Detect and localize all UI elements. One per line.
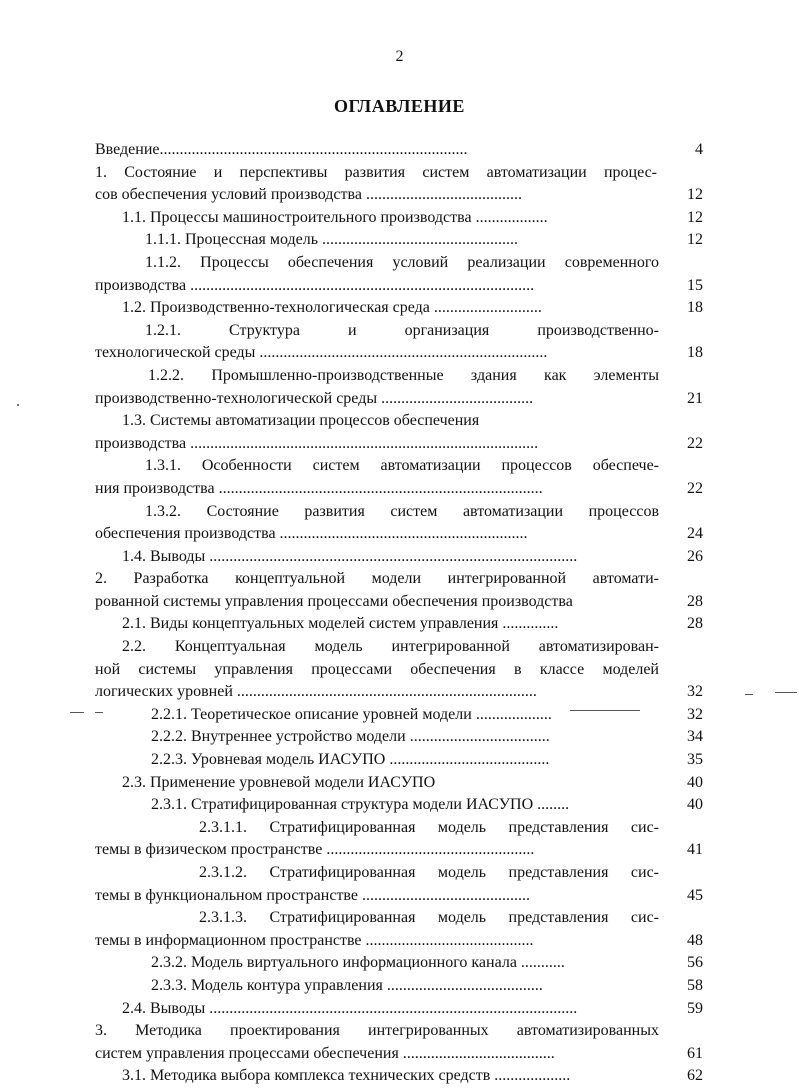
toc-entry xyxy=(95,659,715,682)
toc-entry xyxy=(95,297,715,320)
toc-entry-text: производственно-технологической среды ...................................... xyxy=(95,389,534,407)
toc-entry-page: 61 xyxy=(687,1044,703,1062)
toc-entry-page: 34 xyxy=(687,728,703,746)
toc-entry-text: темы в физическом пространстве .................................................... xyxy=(95,841,535,859)
toc-entry-page: 12 xyxy=(687,208,703,226)
toc-entry xyxy=(95,952,715,975)
toc-entry-text: 2.2.3. Уровневая модель ИАСУПО ........................................ xyxy=(151,751,550,769)
toc-entry-text: 2.4. Выводы ............................................................................................ xyxy=(122,999,578,1017)
toc-entry-text: 2. Разработка концептуальной модели интегрированной автомати- xyxy=(95,570,659,588)
scan-artifact xyxy=(70,712,84,713)
scan-artifact xyxy=(95,712,103,713)
page-title: ОГЛАВЛЕНИЕ xyxy=(334,96,465,116)
toc-entry-text: 1.4. Выводы ............................................................................................ xyxy=(122,547,578,565)
toc-entry-text: 1.1. Процессы машиностроительного производства .................. xyxy=(122,208,548,226)
page-number: 2 xyxy=(395,48,404,65)
toc-entry-text: 1.3.2. Состояние развития систем автоматизации процессов xyxy=(145,502,659,520)
toc-entry-text: 2.2. Концептуальная модель интегрированной автоматизирован- xyxy=(122,638,659,656)
toc-entry-text: 2.3.1.2. Стратифицированная модель представления сис- xyxy=(199,864,659,881)
toc-entry-page: 4 xyxy=(695,141,703,158)
toc-entry-text: 2.3.2. Модель виртуального информационного канала ........... xyxy=(151,954,565,972)
toc-entry-text: технологической среды ........................................................................ xyxy=(95,344,548,362)
toc-entry-page: 21 xyxy=(687,389,703,407)
toc-entry-page: 24 xyxy=(687,525,703,543)
toc-entry-page: 40 xyxy=(687,796,703,814)
toc-entry xyxy=(95,523,715,546)
toc-entry-text: 1. Состояние и перспективы развития систем автоматизации процес- xyxy=(95,163,657,181)
toc-entry-page: 32 xyxy=(687,705,703,723)
toc-entry xyxy=(95,275,715,298)
toc-entry xyxy=(95,207,715,230)
toc-entry-text: сов обеспечения условий производства ....................................... xyxy=(95,186,522,204)
toc-entry xyxy=(95,613,715,636)
toc-entry-text: темы в информационном пространстве .......................................... xyxy=(95,931,534,949)
toc-entry-text: 2.2.1. Теоретическое описание уровней модели ................... xyxy=(151,705,552,723)
toc-entry xyxy=(95,501,715,524)
toc-entry-text: 1.3.1. Особенности систем автоматизации процессов обеспече- xyxy=(145,457,659,475)
toc-entry xyxy=(95,546,715,569)
toc-entry-page: 18 xyxy=(687,299,703,317)
toc-entry xyxy=(95,410,715,433)
toc-entry xyxy=(95,772,715,795)
toc-entry-page: 28 xyxy=(687,592,703,610)
toc-entry-text: систем управления процессами обеспечения ...................................... xyxy=(95,1044,555,1062)
scan-speck xyxy=(17,404,19,406)
toc-entry-text: логических уровней ........................................................................... xyxy=(95,683,537,701)
toc-entry xyxy=(95,139,715,162)
toc-entry xyxy=(95,794,715,817)
toc-entry xyxy=(95,1020,715,1043)
toc-entry xyxy=(95,342,715,365)
scan-artifact xyxy=(775,692,797,693)
toc-entry-text: ной системы управления процессами обеспечения в классе моделей xyxy=(95,660,659,678)
toc-entry xyxy=(95,885,715,908)
toc-entry-text: темы в функциональном пространстве .......................................... xyxy=(95,886,530,904)
scan-artifact xyxy=(745,694,753,695)
toc-entry-page: 41 xyxy=(687,841,703,859)
toc-entry-text: 2.3.1.3. Стратифицированная модель представления сис- xyxy=(199,909,659,927)
toc-entry-page: 40 xyxy=(687,773,703,791)
toc-entry xyxy=(95,1065,715,1088)
toc-entry-text: 1.2. Производственно-технологическая среда ........................... xyxy=(122,299,542,317)
toc-entry-text: 2.3.1.1. Стратифицированная модель представления сис- xyxy=(199,818,659,836)
toc-entry-page: 32 xyxy=(687,683,703,701)
toc-entry xyxy=(95,252,715,275)
toc-entry-page: 56 xyxy=(687,954,703,972)
toc-entry xyxy=(95,975,715,998)
toc-entry xyxy=(95,726,715,749)
toc-entry xyxy=(95,998,715,1021)
toc-entry-page: 22 xyxy=(687,479,703,497)
toc-entry xyxy=(95,817,715,840)
toc-entry-text: 2.3. Применение уровневой модели ИАСУПО xyxy=(122,773,436,791)
toc-entry xyxy=(95,930,715,953)
toc-entry-text: 3. Методика проектирования интегрированных автоматизированных xyxy=(95,1022,659,1040)
toc-entry xyxy=(95,681,715,704)
toc-entry-page: 18 xyxy=(687,344,703,362)
toc-entry-text: 1.1.1. Процессная модель ................................................. xyxy=(145,231,519,249)
toc-entry-page: 12 xyxy=(687,231,703,249)
toc-entry xyxy=(95,320,715,343)
toc-entry-page: 35 xyxy=(687,751,703,769)
toc-entry xyxy=(95,455,715,478)
toc-entry-text: 1.1.2. Процессы обеспечения условий реализации современного xyxy=(145,253,659,271)
toc-entry-text: 2.1. Виды концептуальных моделей систем управления .............. xyxy=(122,615,559,633)
toc-entry xyxy=(95,478,715,501)
toc-entry-page: 26 xyxy=(687,547,703,565)
toc-entry-text: Введение............................................................................. xyxy=(95,141,468,158)
toc-entry-text: ния производства ................................................................................. xyxy=(95,479,543,497)
toc-entry-text: рованной системы управления процессами обеспечения производства xyxy=(95,592,573,610)
toc-entry-text: 1.2.2. Промышленно-производственные здания как элементы xyxy=(148,366,659,384)
toc-entry xyxy=(95,704,715,727)
toc-entry-page: 15 xyxy=(687,276,703,294)
toc-entry xyxy=(95,591,715,614)
scan-artifact xyxy=(570,710,640,711)
toc-entry-text: обеспечения производства .............................................................. xyxy=(95,525,528,543)
toc-entry-text: 2.3.1. Стратифицированная структура модели ИАСУПО ........ xyxy=(151,796,570,814)
toc-entry-page: 22 xyxy=(687,434,703,452)
toc-entry xyxy=(95,749,715,772)
toc-entry-page: 58 xyxy=(687,976,703,994)
toc-entry xyxy=(95,1043,715,1066)
toc-entry xyxy=(95,636,715,659)
toc-entry-text: производства ....................................................................................... xyxy=(95,434,539,452)
toc-entry-text: 1.3. Системы автоматизации процессов обеспечения xyxy=(122,412,480,430)
toc-entry-page: 12 xyxy=(687,186,703,204)
toc-entry xyxy=(95,907,715,930)
toc-entry xyxy=(95,162,715,185)
toc-entry-text: 3.1. Методика выбора комплекса технических средств ................... xyxy=(122,1067,571,1085)
toc-entry-text: производства ...................................................................................... xyxy=(95,276,535,294)
toc-entry-page: 45 xyxy=(687,886,703,904)
toc-entry xyxy=(95,433,715,456)
toc-entry xyxy=(95,862,715,885)
toc-entry-page: 28 xyxy=(687,615,703,633)
table-of-contents xyxy=(95,139,715,1088)
toc-entry xyxy=(95,365,715,388)
toc-entry-text: 2.3.3. Модель контура управления ....................................... xyxy=(151,976,543,994)
toc-entry xyxy=(95,839,715,862)
toc-entry xyxy=(95,184,715,207)
toc-entry-page: 59 xyxy=(687,999,703,1017)
toc-entry-text: 2.2.2. Внутреннее устройство модели ................................... xyxy=(151,728,550,746)
toc-entry-text: 1.2.1. Структура и организация производственно- xyxy=(145,321,659,339)
toc-entry xyxy=(95,568,715,591)
toc-entry xyxy=(95,229,715,252)
toc-entry xyxy=(95,388,715,411)
toc-entry-page: 62 xyxy=(687,1067,703,1085)
toc-entry-page: 48 xyxy=(687,931,703,949)
